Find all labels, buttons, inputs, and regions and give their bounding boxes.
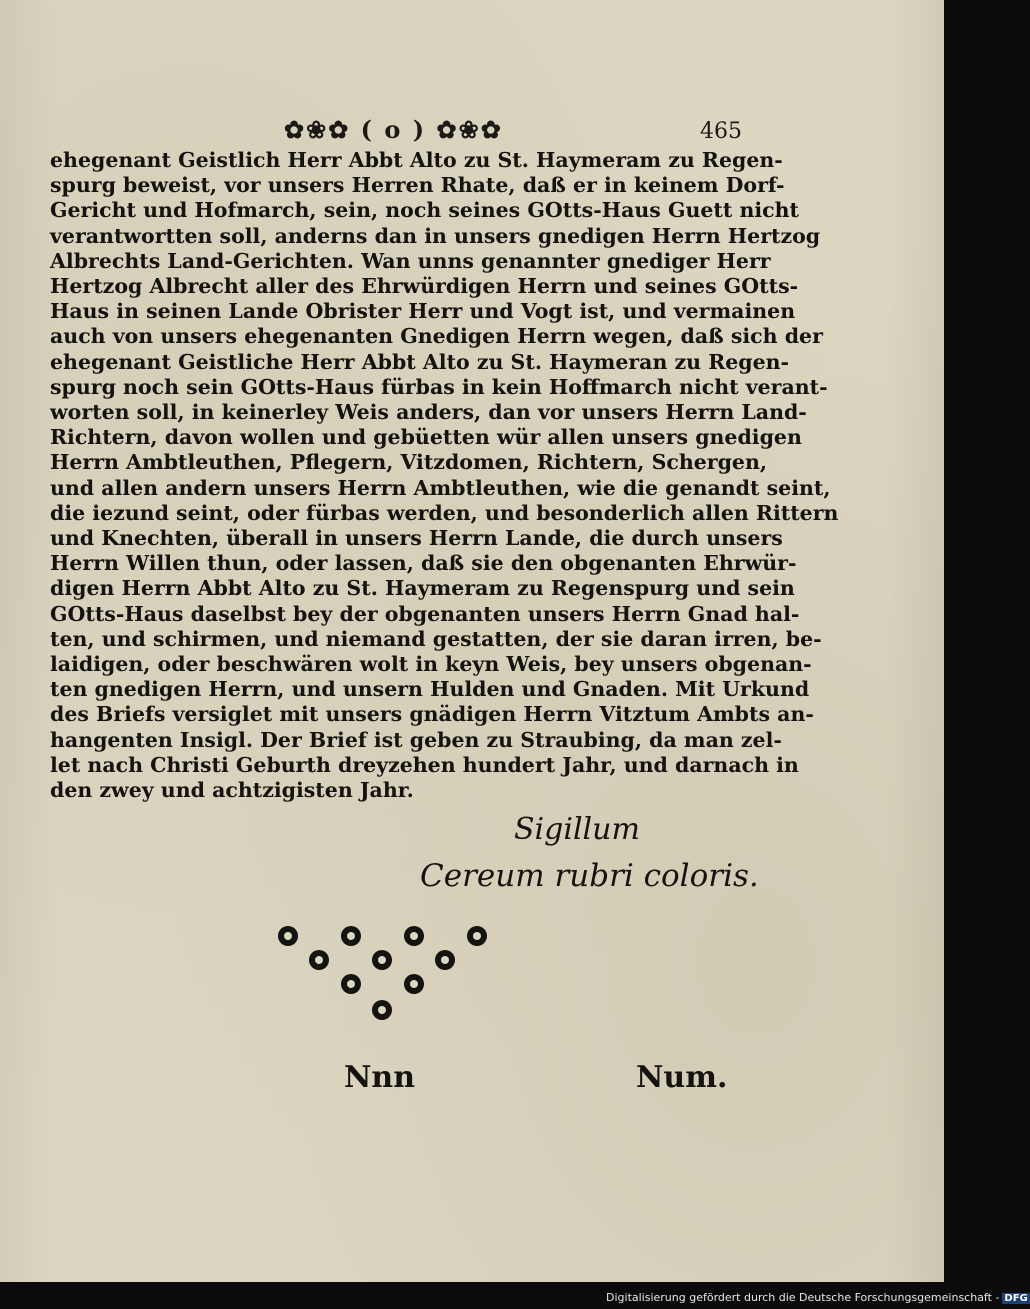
dfg-logo: DFG (1004, 1293, 1028, 1304)
text-line: ten gnedigen Herrn, und unsern Hulden und Gnaden. Mit Urkund (50, 677, 810, 702)
rosette-center (473, 932, 481, 940)
text-line: den zwey und achtzigisten Jahr. (50, 778, 414, 803)
seal-line-1: Sigillum (514, 812, 640, 847)
text-line: ehegenant Geistlich Herr Abbt Alto zu St. Haymeram zu Regen- (50, 148, 783, 172)
rosette-center (284, 932, 292, 940)
rosette-center (410, 932, 418, 940)
text-line: worten soll, in keinerley Weis anders, dan vor unsers Herrn Land- (50, 400, 807, 425)
text-line: des Briefs versiglet mit unsers gnädigen Herrn Vitztum Ambts an- (50, 702, 814, 727)
rosette-center (315, 956, 323, 964)
text-line: Herrn Ambtleuthen, Pflegern, Vitzdomen, Richtern, Schergen, (50, 450, 768, 475)
page-header (0, 113, 944, 147)
text-line: Herrn Willen thun, oder lassen, daß sie den obgenanten Ehrwür- (50, 551, 797, 576)
text-line: spurg beweist, vor unsers Herren Rhate, daß er in keinem Dorf- (50, 173, 785, 198)
text-line: Hertzog Albrecht aller des Ehrwürdigen Herrn und seines GOtts- (50, 274, 799, 299)
page-number: 465 (700, 119, 742, 144)
catchword: Num. (636, 1060, 728, 1095)
text-line: auch von unsers ehegenanten Gnedigen Herrn wegen, daß sich der (50, 324, 823, 349)
rosette-center (347, 932, 355, 940)
flower-ornament-icon (272, 918, 502, 1028)
text-line: die iezund seint, oder fürbas werden, und besonderlich allen Rittern (50, 500, 839, 525)
text-line: let nach Christi Geburth dreyzehen hundert Jahr, und darnach in (50, 752, 799, 777)
text-line: Haus in seinen Lande Obrister Herr und Vogt ist, und vermainen (50, 299, 796, 324)
body-text (50, 148, 839, 803)
rosette-center (347, 980, 355, 988)
text-line: verantwortten soll, anderns dan in unsers gnedigen Herrn Hertzog (50, 223, 821, 248)
header-ornament: ✿❀✿ ( o ) ✿❀✿ (284, 115, 503, 144)
text-line: hangenten Insigl. Der Brief ist geben zu Straubing, da man zel- (50, 727, 782, 752)
rosette-center (378, 956, 386, 964)
text-line: spurg noch sein GOtts-Haus fürbas in kein Hoffmarch nicht verant- (50, 374, 828, 399)
text-line: und allen andern unsers Herrn Ambtleuthen, wie die genandt seint, (50, 475, 831, 500)
signature-mark: Nnn (344, 1060, 416, 1095)
text-line: digen Herrn Abbt Alto zu St. Haymeram zu Regenspurg und sein (50, 576, 795, 601)
text-line: Richtern, davon wollen und gebüetten wür allen unsers gnedigen (50, 425, 802, 450)
rosette-center (410, 980, 418, 988)
seal-line-2: Cereum rubri coloris. (420, 858, 759, 894)
footer-text: Digitalisierung gefördert durch die Deutsche Forschungsgemeinschaft - (606, 1291, 1000, 1304)
text-line: GOtts-Haus daselbst bey der obgenanten unsers Herrn Gnad hal- (50, 601, 800, 626)
text-line: ehegenant Geistliche Herr Abbt Alto zu St. Haymeran zu Regen- (50, 349, 790, 374)
rosette-center (378, 1006, 386, 1014)
text-line: und Knechten, überall in unsers Herrn Lande, die durch unsers (50, 526, 783, 551)
text-line: ten, und schirmen, und niemand gestatten, der sie daran irren, be- (50, 626, 822, 651)
text-line: laidigen, oder beschwären wolt in keyn Weis, bey unsers obgenan- (50, 652, 812, 677)
text-line: Albrechts Land-Gerichten. Wan unns genannter gnediger Herr (50, 248, 771, 273)
text-line: Gericht und Hofmarch, sein, noch seines GOtts-Haus Guett nicht (50, 198, 800, 223)
rosette-center (441, 956, 449, 964)
footer-credit (606, 1291, 1030, 1304)
